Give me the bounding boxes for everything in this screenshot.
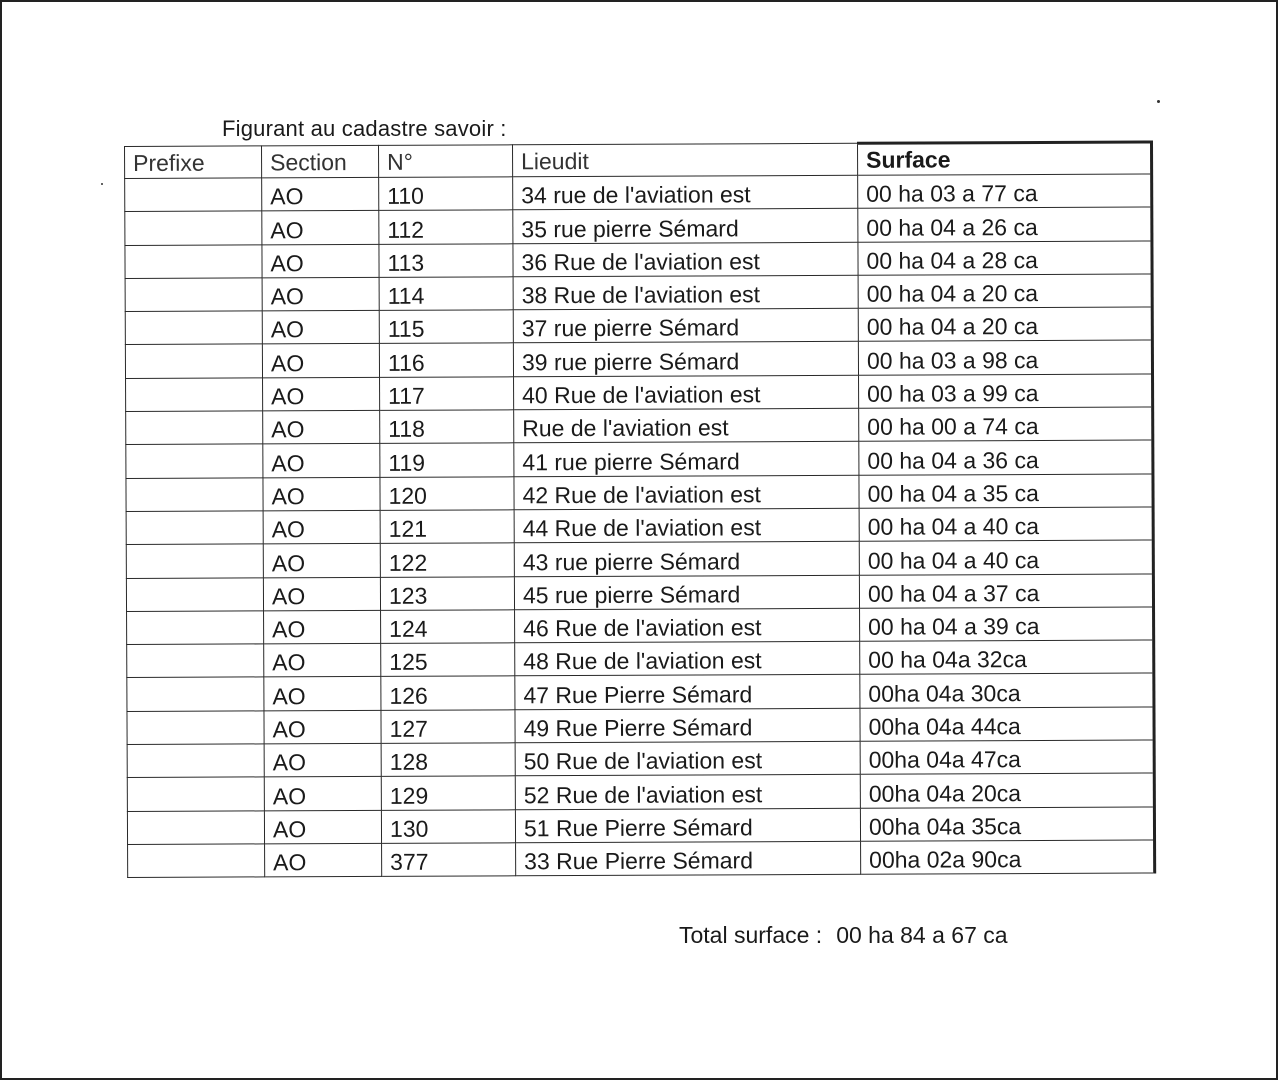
cell-numero: 110 (379, 177, 513, 211)
table-row (127, 773, 1154, 811)
cell-section: AO (264, 743, 381, 777)
cell-prefixe (127, 644, 264, 678)
cell-prefixe (127, 777, 264, 811)
cell-numero: 116 (379, 343, 513, 377)
cell-prefixe (125, 278, 262, 312)
cell-lieudit: 47 Rue Pierre Sémard (515, 675, 860, 710)
cell-prefixe (128, 844, 265, 878)
cell-numero: 114 (379, 277, 513, 311)
cell-surface: 00ha 04a 35ca (860, 807, 1154, 842)
cell-lieudit: 51 Rue Pierre Sémard (515, 808, 860, 843)
cell-prefixe (125, 244, 262, 278)
table-row (125, 340, 1152, 378)
table-body (125, 174, 1155, 878)
cell-section: AO (262, 277, 379, 311)
cell-prefixe (127, 611, 264, 645)
cell-surface: 00 ha 04 a 20 ca (858, 307, 1152, 342)
cell-surface: 00 ha 03 a 99 ca (859, 374, 1153, 409)
table-row (126, 574, 1153, 612)
cell-lieudit: Rue de l'aviation est (514, 408, 859, 443)
cell-section: AO (264, 710, 381, 744)
cell-surface: 00 ha 04 a 20 ca (858, 274, 1152, 309)
cell-numero: 122 (380, 543, 514, 577)
table-row (125, 174, 1152, 212)
cell-lieudit: 39 rue pierre Sémard (513, 342, 858, 377)
cell-section: AO (263, 477, 380, 511)
cell-surface: 00ha 02a 90ca (861, 840, 1155, 875)
cell-lieudit: 49 Rue Pierre Sémard (515, 708, 860, 743)
cell-prefixe (125, 178, 262, 212)
cell-numero: 117 (380, 377, 514, 411)
cell-section: AO (264, 610, 381, 644)
cell-lieudit: 40 Rue de l'aviation est (514, 375, 859, 410)
cell-section: AO (263, 444, 380, 478)
cell-numero: 123 (380, 576, 514, 610)
table-row (128, 840, 1155, 878)
cell-prefixe (125, 311, 262, 345)
cell-numero: 113 (379, 243, 513, 277)
scan-speck (1157, 100, 1160, 103)
cell-prefixe (126, 577, 263, 611)
cell-surface: 00 ha 00 a 74 ca (859, 407, 1153, 442)
cell-section: AO (262, 244, 379, 278)
cell-prefixe (126, 378, 263, 412)
cell-lieudit: 50 Rue de l'aviation est (515, 741, 860, 776)
cell-lieudit: 33 Rue Pierre Sémard (516, 841, 861, 876)
cell-surface: 00 ha 04 a 37 ca (859, 574, 1153, 609)
cell-lieudit: 46 Rue de l'aviation est (515, 608, 860, 643)
cell-surface: 00 ha 03 a 98 ca (858, 340, 1152, 375)
cell-lieudit: 48 Rue de l'aviation est (515, 641, 860, 676)
cell-prefixe (126, 478, 263, 512)
table-row (125, 241, 1152, 279)
cell-surface: 00 ha 04a 32ca (860, 640, 1154, 675)
cell-numero: 125 (381, 643, 515, 677)
cell-lieudit: 41 rue pierre Sémard (514, 442, 859, 477)
table-row (127, 640, 1154, 678)
table-row (125, 307, 1152, 345)
cell-section: AO (264, 644, 381, 678)
header-numero: N° (379, 145, 513, 178)
cell-numero: 130 (381, 809, 515, 843)
cell-numero: 120 (380, 476, 514, 510)
total-value: 00 ha 84 a 67 ca (836, 922, 1008, 948)
cell-section: AO (263, 577, 380, 611)
cell-surface: 00 ha 04 a 26 ca (858, 207, 1152, 242)
cell-surface: 00 ha 03 a 77 ca (858, 174, 1152, 209)
cell-surface: 00ha 04a 20ca (860, 773, 1154, 808)
table-row (125, 274, 1152, 312)
cell-numero: 129 (381, 776, 515, 810)
cell-lieudit: 42 Rue de l'aviation est (514, 475, 859, 510)
cell-prefixe (126, 444, 263, 478)
cell-numero: 126 (381, 676, 515, 710)
total-surface (679, 922, 1008, 949)
cell-section: AO (265, 843, 382, 877)
cell-surface: 00ha 04a 30ca (860, 673, 1154, 708)
cell-lieudit: 44 Rue de l'aviation est (514, 508, 859, 543)
header-lieudit: Lieudit (513, 143, 858, 177)
cell-lieudit: 45 rue pierre Sémard (514, 575, 859, 610)
intro-text: Figurant au cadastre savoir : (222, 116, 507, 141)
cell-numero: 119 (380, 443, 514, 477)
cell-lieudit: 38 Rue de l'aviation est (513, 275, 858, 310)
cell-section: AO (263, 377, 380, 411)
cell-section: AO (264, 677, 381, 711)
cell-lieudit: 35 rue pierre Sémard (513, 209, 858, 244)
cell-numero: 118 (380, 410, 514, 444)
table-row (127, 807, 1154, 845)
cell-prefixe (125, 344, 262, 378)
cell-surface: 00 ha 04 a 28 ca (858, 241, 1152, 276)
total-label: Total surface : (679, 922, 823, 948)
cell-section: AO (262, 344, 379, 378)
cell-prefixe (127, 744, 264, 778)
cell-surface: 00 ha 04 a 35 ca (859, 474, 1153, 509)
cell-surface: 00 ha 04 a 36 ca (859, 440, 1153, 475)
cell-lieudit: 37 rue pierre Sémard (513, 308, 858, 343)
cell-surface: 00 ha 04 a 39 ca (860, 607, 1154, 642)
cell-section: AO (264, 810, 381, 844)
cell-numero: 128 (381, 743, 515, 777)
table-row (127, 607, 1154, 645)
table-header-row (125, 142, 1152, 178)
header-prefixe: Prefixe (125, 146, 262, 179)
cell-surface: 00 ha 04 a 40 ca (859, 507, 1153, 542)
table-row (126, 507, 1153, 545)
cell-prefixe (125, 211, 262, 245)
cell-numero: 112 (379, 210, 513, 244)
table-row (126, 540, 1153, 578)
table-row (127, 707, 1154, 745)
cell-numero: 377 (382, 843, 516, 877)
cell-numero: 121 (380, 510, 514, 544)
cell-prefixe (126, 411, 263, 445)
cell-section: AO (263, 510, 380, 544)
cell-lieudit: 43 rue pierre Sémard (514, 542, 859, 577)
table-row (126, 407, 1153, 445)
cell-numero: 127 (381, 710, 515, 744)
table-row (126, 374, 1153, 412)
cell-lieudit: 36 Rue de l'aviation est (513, 242, 858, 277)
cell-section: AO (262, 211, 379, 245)
cell-section: AO (262, 177, 379, 211)
scan-speck (101, 183, 103, 185)
cell-section: AO (263, 544, 380, 578)
table-row (126, 440, 1153, 478)
cell-lieudit: 34 rue de l'aviation est (513, 175, 858, 210)
header-section: Section (262, 145, 379, 178)
cell-section: AO (262, 311, 379, 345)
cell-numero: 124 (381, 610, 515, 644)
table-row (127, 740, 1154, 778)
cell-prefixe (127, 677, 264, 711)
cell-numero: 115 (379, 310, 513, 344)
cell-surface: 00ha 04a 44ca (860, 707, 1154, 742)
cell-prefixe (127, 711, 264, 745)
cadastre-table (124, 141, 1156, 879)
table-row (127, 673, 1154, 711)
cell-section: AO (264, 777, 381, 811)
table-row (126, 474, 1153, 512)
cell-prefixe (126, 544, 263, 578)
cell-surface: 00ha 04a 47ca (860, 740, 1154, 775)
cell-section: AO (263, 410, 380, 444)
header-surface: Surface (857, 142, 1151, 175)
cell-prefixe (127, 811, 264, 845)
cell-prefixe (126, 511, 263, 545)
table-row (125, 207, 1152, 245)
cell-lieudit: 52 Rue de l'aviation est (515, 775, 860, 810)
cell-surface: 00 ha 04 a 40 ca (859, 540, 1153, 575)
